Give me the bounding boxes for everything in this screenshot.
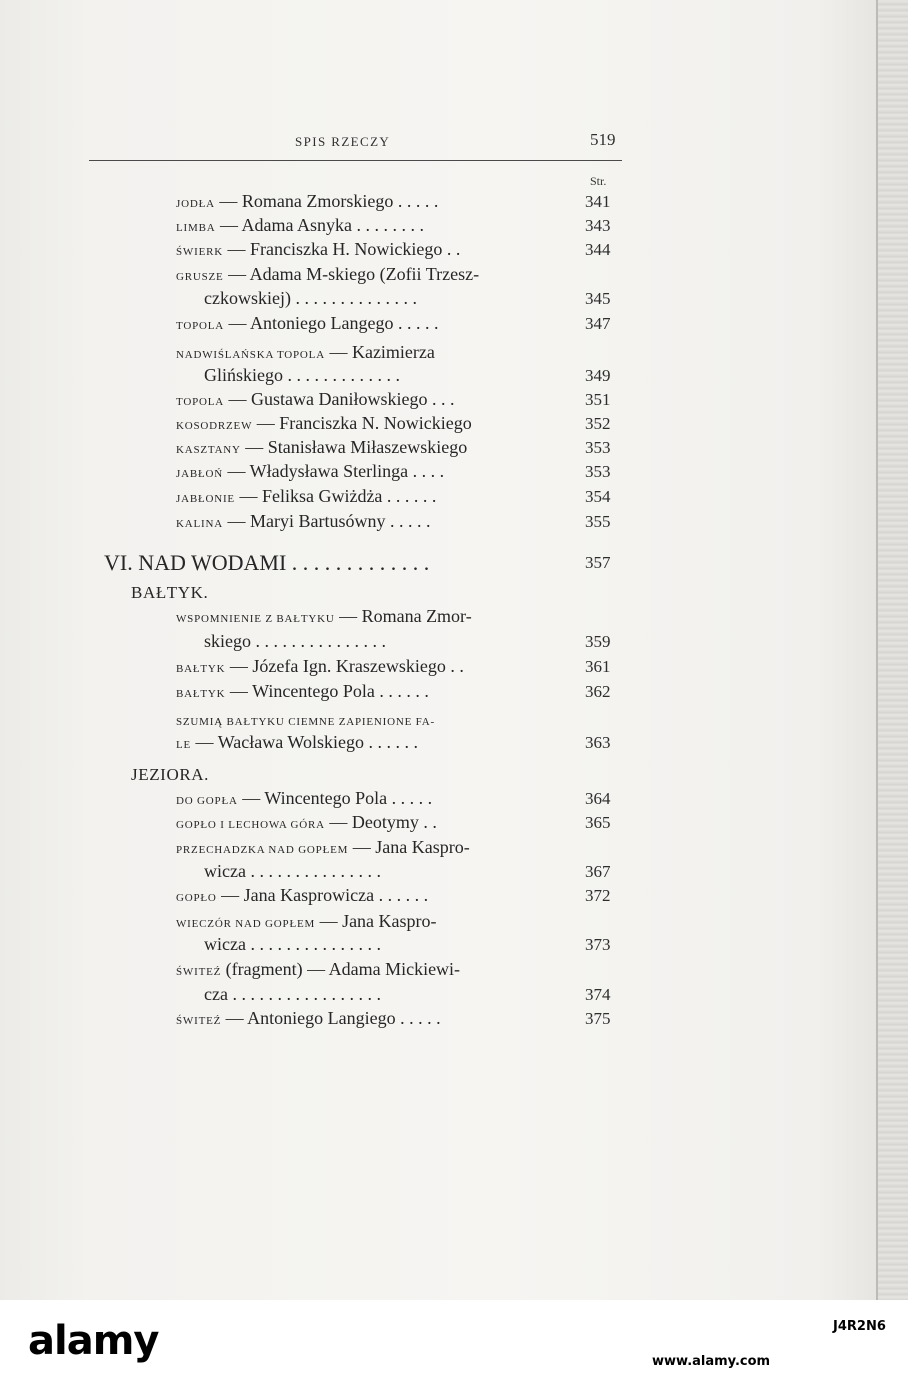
toc-entry [204,933,381,955]
toc-entry-author: Glińskiego . . . . . . . . . . . . . [204,365,400,385]
toc-entry-title: KASZTANY [176,444,241,456]
toc-entry [176,787,432,812]
toc-entry-author: — Feliksa Gwiżdża . . . . . . [234,486,437,506]
toc-entry-page: 363 [585,733,611,752]
toc-entry-page: 354 [585,487,611,506]
toc-entry [176,655,464,680]
footer-url: www.alamy.com [652,1354,771,1369]
toc-entry-author: — Antoniego Langego . . . . . [224,313,439,333]
toc-entry [176,485,436,510]
toc-entry [176,884,428,909]
book-spine-edge [876,0,908,1300]
toc-entry-title: LIMBA [176,222,216,234]
toc-entry-title: GOPŁO I LECHOWA GÓRA [176,819,325,831]
toc-entry-title: TOPOLA [176,320,224,332]
toc-entry-author: — Jana Kaspro- [315,911,437,931]
toc-entry-page: 353 [585,462,611,481]
toc-entry-page: 345 [585,289,611,308]
toc-entry-title: JABŁONIE [176,493,235,505]
toc-entry [204,983,381,1005]
toc-entry-title: WIECZÓR NAD GOPŁEM [176,918,316,930]
toc-entry-author: — Adama M-skiego (Zofii Trzesz- [223,264,480,284]
toc-entry-page: 359 [585,632,611,651]
toc-entry-author: wicza . . . . . . . . . . . . . . . [204,934,381,954]
toc-entry-author: — Romana Zmor- [334,606,472,626]
toc-entry-title: DO GOPŁA [176,795,238,807]
section-page: 357 [585,553,611,572]
toc-entry [176,731,418,756]
toc-entry-page: 347 [585,314,611,333]
toc-entry-page: 341 [585,192,611,211]
toc-entry [176,811,437,836]
toc-entry [176,388,454,413]
toc-entry-author: — Maryi Bartusówny . . . . . [222,511,431,531]
toc-entry-author: — Stanisława Miłaszewskiego [240,437,468,457]
toc-entry-author: — Wincentego Pola . . . . . [237,788,433,808]
running-title: SPIS RZECZY [295,134,391,149]
toc-entry-page: 361 [585,657,611,676]
toc-entry [204,364,400,386]
toc-entry-page: 353 [585,438,611,457]
toc-entry [176,238,460,263]
toc-entry-author: — Wacława Wolskiego . . . . . . [191,732,418,752]
toc-entry-author: — Antoniego Langiego . . . . . [221,1008,441,1028]
toc-entry [176,708,435,733]
subsection-jeziora: JEZIORA. [131,765,209,784]
toc-entry-title: KOSODRZEW [176,420,253,432]
toc-entry [176,605,472,630]
toc-entry-title: TOPOLA [176,396,224,408]
toc-entry-page: 352 [585,414,611,433]
toc-entry-author: — Kazimierza [324,342,435,362]
toc-entry-title: SZUMIĄ BAŁTYKU CIEMNE ZAPIENIONE FA- [176,716,435,728]
toc-entry-author: — Deotymy . . [324,812,437,832]
toc-entry [176,460,444,485]
toc-entry [176,910,437,935]
toc-entry [204,860,381,882]
toc-entry-title: ŚWIERK [176,246,223,258]
toc-entry-title: JODŁA [176,198,215,210]
toc-entry-title: ŚWITEŹ [176,966,222,978]
toc-entry-title: PRZECHADZKA NAD GOPŁEM [176,844,349,856]
subsection-baltyk: BAŁTYK. [131,583,209,602]
toc-entry [176,836,470,861]
toc-entry-author: — Wincentego Pola . . . . . . [225,681,429,701]
toc-entry [204,287,417,309]
toc-entry-title: JABŁOŃ [176,468,223,480]
toc-entry-page: 351 [585,390,611,409]
section-title: VI. NAD WODAMI . . . . . . . . . . . . . [104,550,430,575]
alamy-logo: alamy [28,1318,159,1364]
toc-entry [204,630,386,652]
toc-entry-title: GRUSZE [176,271,224,283]
toc-entry [176,190,438,215]
toc-entry [176,412,472,437]
toc-entry-title: BAŁTYK [176,688,226,700]
page-number: 519 [590,130,616,149]
toc-entry-page: 372 [585,886,611,905]
toc-entry [176,680,429,705]
toc-entry-author: — Romana Zmorskiego . . . . . [214,191,439,211]
toc-entry-title: BAŁTYK [176,663,226,675]
toc-entry-author: skiego . . . . . . . . . . . . . . . [204,631,386,651]
toc-entry-author: czkowskiej) . . . . . . . . . . . . . . [204,288,417,308]
toc-entry [176,958,460,983]
toc-entry-page: 365 [585,813,611,832]
toc-entry-title: KALINA [176,518,223,530]
toc-entry-title: LE [176,739,192,751]
toc-entry-author: wicza . . . . . . . . . . . . . . . [204,861,381,881]
toc-entry-page: 349 [585,366,611,385]
toc-entry [176,341,435,366]
toc-entry-page: 362 [585,682,611,701]
toc-entry-page: 375 [585,1009,611,1028]
toc-entry-author: cza . . . . . . . . . . . . . . . . . [204,984,381,1004]
toc-entry-page: 344 [585,240,611,259]
image-id: J4R2N6 [833,1319,886,1334]
toc-entry-author: — Władysława Sterlinga . . . . [222,461,445,481]
toc-entry-author: — Franciszka H. Nowickiego . . [222,239,461,259]
toc-entry-title: NADWIŚLAŃSKA TOPOLA [176,349,325,361]
toc-entry-page: 374 [585,985,611,1004]
toc-entry [176,510,430,535]
toc-entry-author: — Jana Kasprowicza . . . . . . [216,885,429,905]
header-rule [89,160,622,161]
toc-entry-page: 355 [585,512,611,531]
toc-entry-author: — Franciszka N. Nowickiego [252,413,472,433]
toc-entry-page: 364 [585,789,611,808]
toc-entry-author: (fragment) — Adama Mickiewi- [221,959,461,979]
toc-entry [176,436,467,461]
toc-entry-author: — Jana Kaspro- [348,837,470,857]
toc-entry-title: ŚWITEŹ [176,1015,222,1027]
page-column-label: Str. [590,174,607,188]
toc-entry-author: — Józefa Ign. Kraszewskiego . . [225,656,464,676]
toc-entry-page: 367 [585,862,611,881]
toc-entry [176,312,438,337]
toc-entry-title: GOPŁO [176,892,217,904]
toc-entry [176,263,479,288]
toc-entry-author: — Gustawa Daniłowskiego . . . [224,389,455,409]
toc-entry [176,1007,441,1032]
toc-entry-page: 343 [585,216,611,235]
toc-entry-page: 373 [585,935,611,954]
toc-entry-title: WSPOMNIENIE Z BAŁTYKU [176,613,335,625]
toc-entry [176,214,424,239]
section-heading [104,550,429,576]
toc-entry-author: — Adama Asnyka . . . . . . . . [215,215,424,235]
